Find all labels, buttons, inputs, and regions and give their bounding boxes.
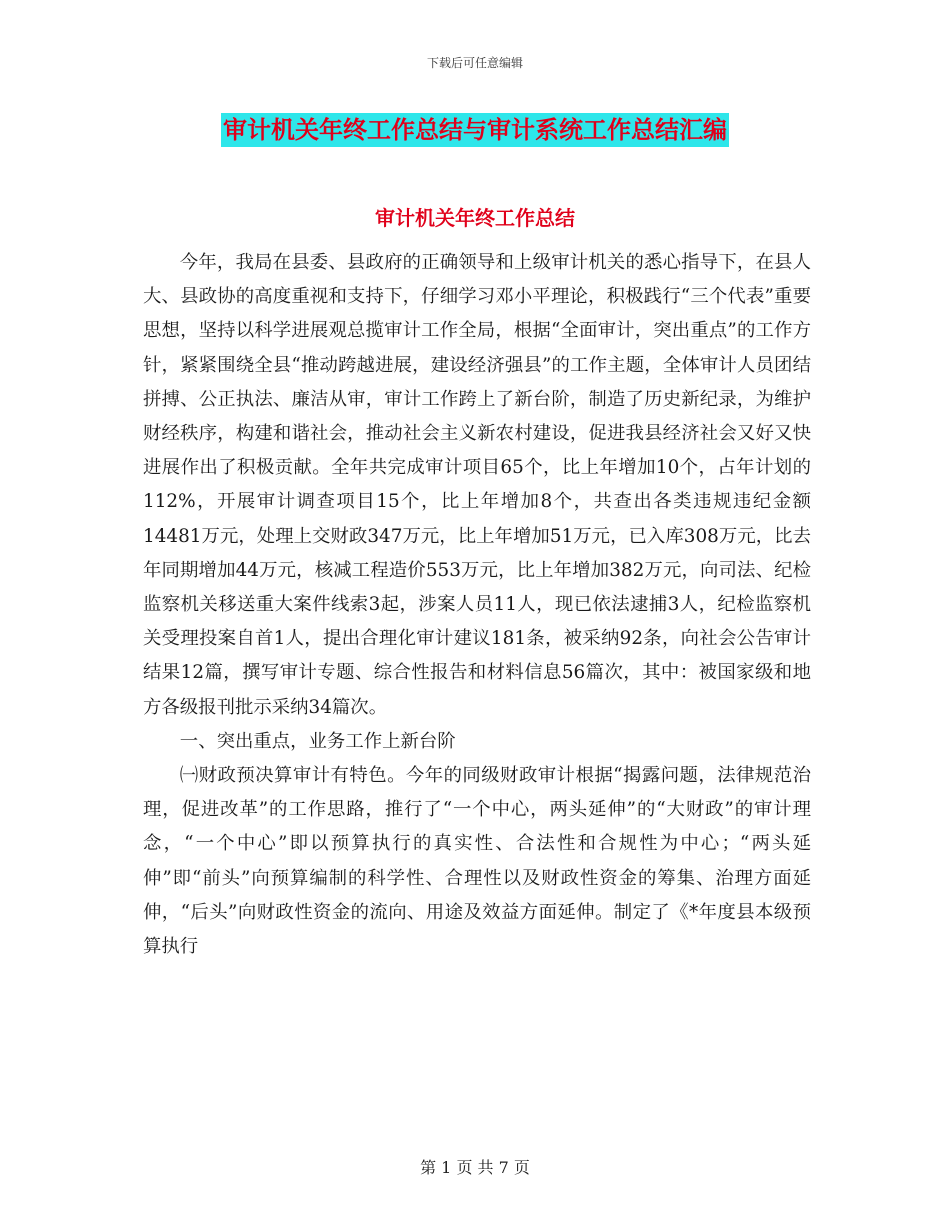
main-title-text: 审计机关年终工作总结与审计系统工作总结汇编 (221, 113, 729, 147)
sub-title: 审计机关年终工作总结 (375, 206, 575, 230)
body-text (143, 246, 811, 964)
header-note: 下载后可任意编辑 (426, 56, 523, 70)
paragraph: 今年，我局在县委、县政府的正确领导和上级审计机关的悉心指导下，在县人大、县政协的高度重视和支持下，仔细学习邓小平理论，积极践行“三个代表”重要思想，坚持以科学进展观总揽审计工作全局，根据“全面审计，突出重点”的工作方针，紧紧围绕全县“推动跨越进展，建设经济强县”的工作主题，全体审计人员团结拼搏、公正执法、廉洁从审，审计工作跨上了新台阶，制造了历史新纪录，为维护财经秩序，构建和谐社会，推动社会主义新农村建设，促进我县经济社会又好又快进展作出了积极贡献。全年共完成审计项目65个，比上年增加10个，占年计划的112%，开展审计调查项目15个，比上年增加8个，共查出各类违规违纪金额14481万元，处理上交财政347万元，比上年增加51万元，已入库308万元，比去年同期增加44万元，核减工程造价553万元，比上年增加382万元，向司法、纪检监察机关移送重大案件线索3起，涉案人员11人，现已依法逮捕3人，纪检监察机关受理投案自首1人，提出合理化审计建议181条，被采纳92条，向社会公告审计结果12篇，撰写审计专题、综合性报告和材料信息56篇次，其中：被国家级和地方各级报刊批示采纳34篇次。 (143, 252, 811, 718)
page-number: 第 1 页 共 7 页 (420, 1158, 530, 1177)
paragraph: ㈠财政预决算审计有特色。今年的同级财政审计根据“揭露问题，法律规范治理，促进改革”的工作思路，推行了“一个中心，两头延伸”的“大财政”的审计理念，“一个中心”即以预算执行的真实性、合法性和合规性为中心；“两头延伸”即“前头”向预算编制的科学性、合理性以及财政性资金的筹集、治理方面延伸，“后头”向财政性资金的流向、用途及效益方面延伸。制定了《*年度县本级预算执行 (143, 765, 811, 958)
main-title (0, 113, 950, 147)
section-heading: 一、突出重点，业务工作上新台阶 (179, 730, 456, 752)
